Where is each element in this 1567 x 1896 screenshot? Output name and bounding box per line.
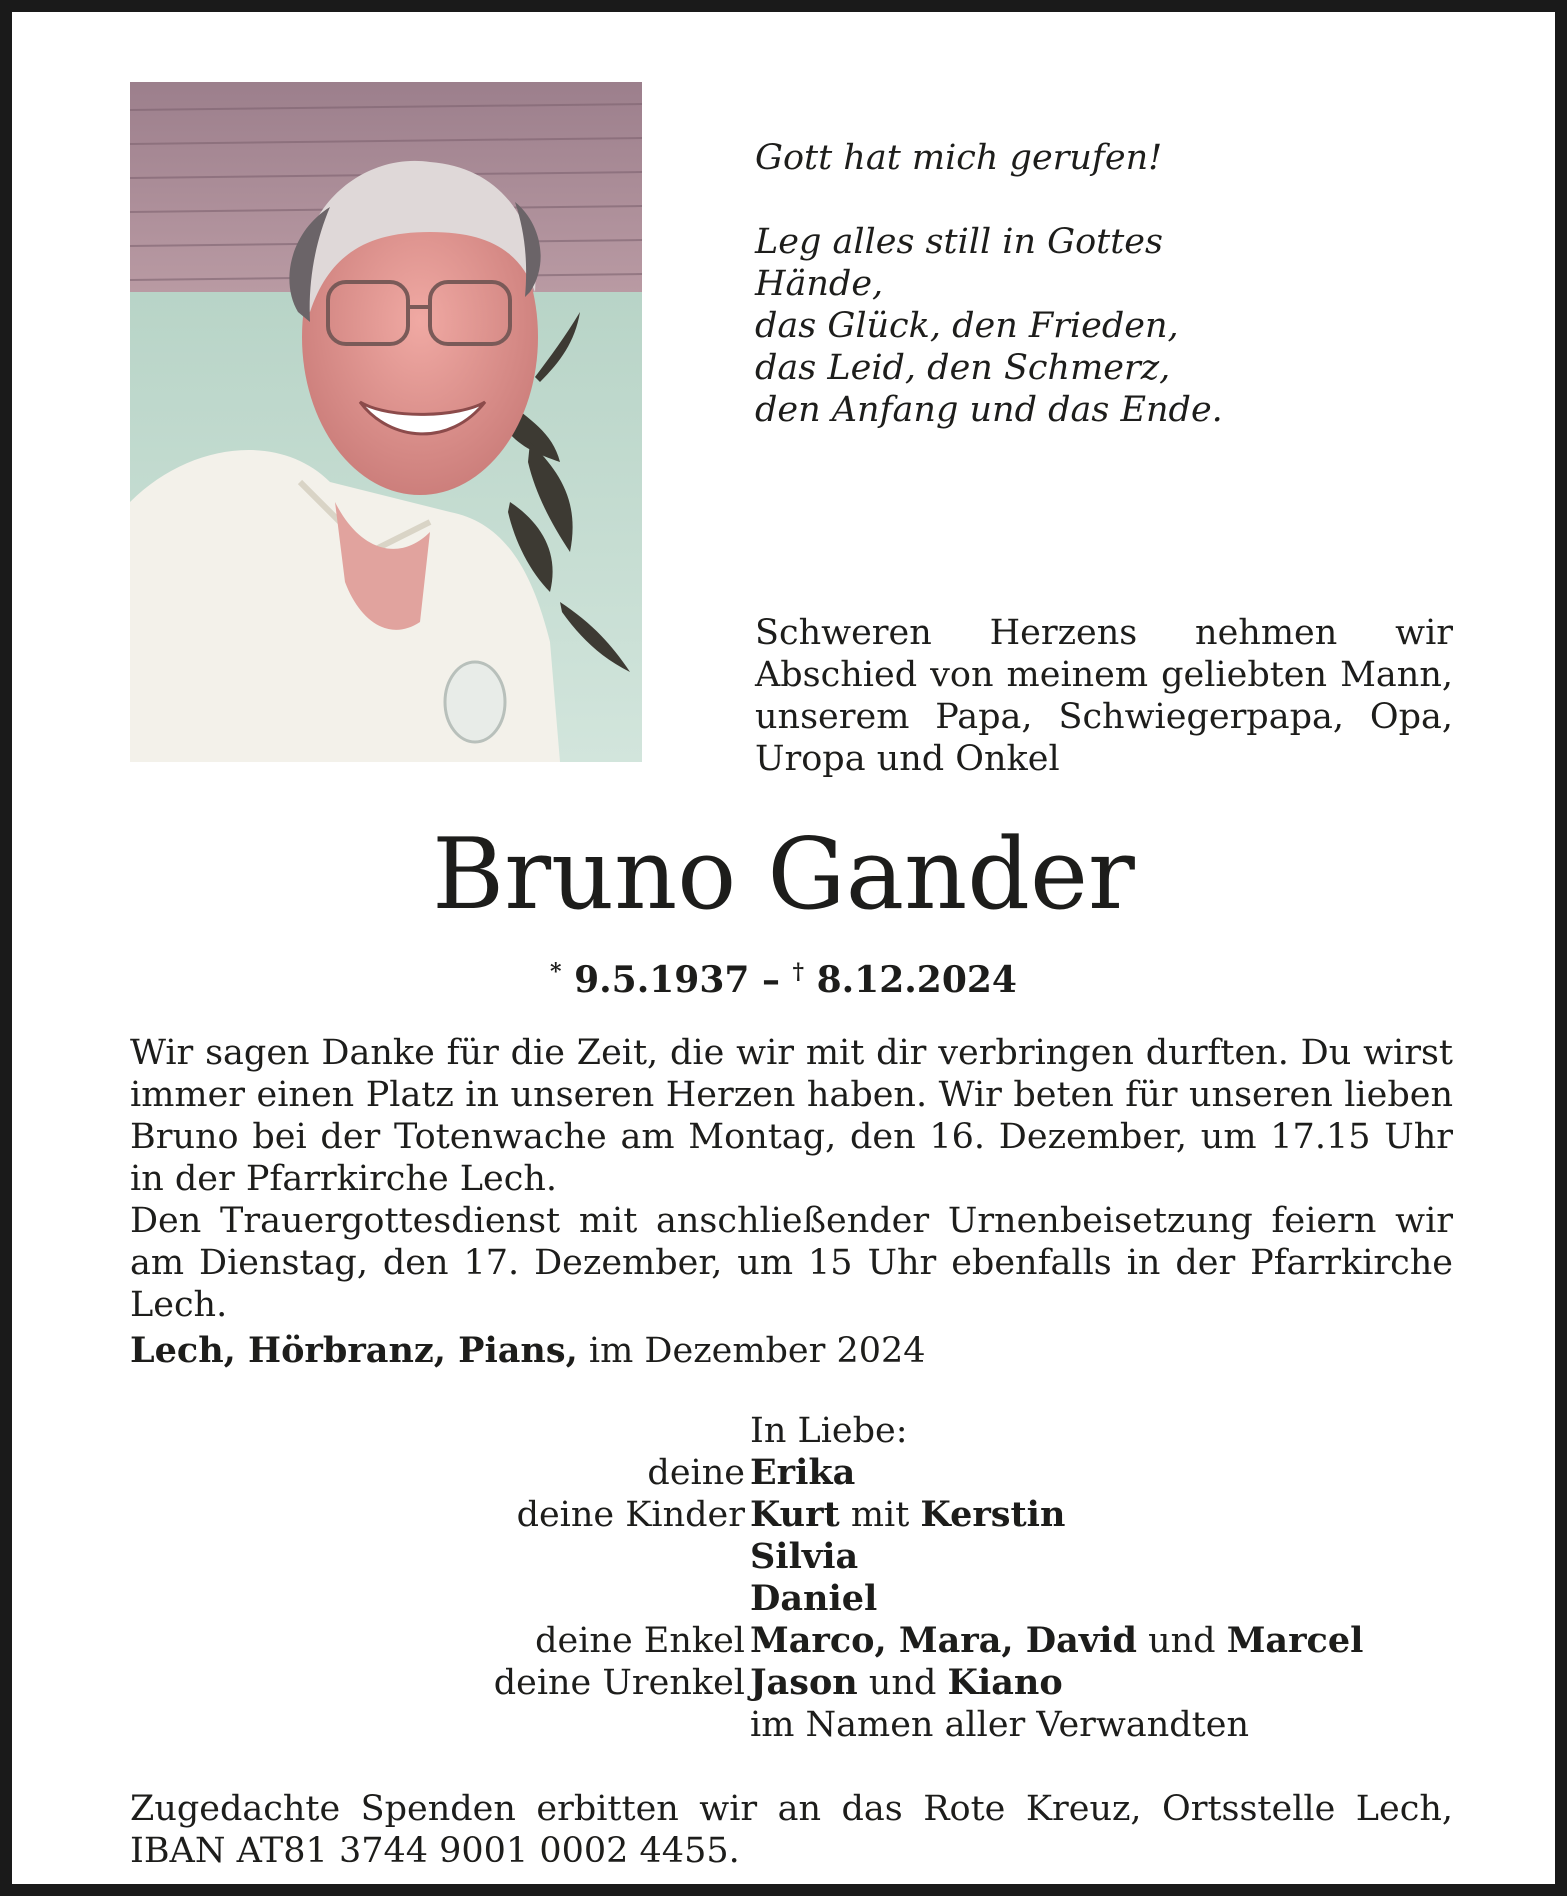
places: Lech, Hörbranz, Pians, — [130, 1330, 578, 1371]
place-date-line — [130, 1330, 1130, 1372]
list-item — [130, 1704, 1453, 1746]
month-date: im Dezember 2024 — [577, 1331, 926, 1371]
family-name: Erika — [750, 1452, 856, 1493]
family-name: Kurt — [750, 1494, 840, 1535]
birth-symbol: * — [550, 959, 562, 985]
family-name: Kiano — [947, 1662, 1063, 1703]
family-closing: im Namen aller Verwandten — [750, 1705, 1249, 1745]
date-separator: – — [749, 959, 793, 1001]
family-name: Jason — [750, 1662, 858, 1703]
poem-line-2: Leg alles still in Gottes Hände, — [755, 222, 1163, 304]
birth-date: 9.5.1937 — [574, 959, 750, 1001]
family-heading: In Liebe: — [750, 1411, 908, 1451]
poem-line-5: den Anfang und das Ende. — [755, 390, 1223, 430]
family-name: Daniel — [750, 1578, 878, 1619]
list-item — [130, 1662, 1453, 1704]
relation-label: deine Urenkel — [493, 1663, 745, 1703]
obituary-body — [130, 1032, 1453, 1326]
donation-note: Zugedachte Spenden erbitten wir an das Rote Kreuz, Ortsstelle Lech, IBAN AT81 3744 9001 0002 4455. — [130, 1789, 1453, 1871]
poem-line-4: das Leid, den Schmerz, — [755, 348, 1171, 388]
list-item — [130, 1494, 1453, 1536]
body-paragraph-1: Wir sagen Danke für die Zeit, die wir mit dir verbringen durften. Du wirst immer einen Platz in unseren Herzen haben. Wir beten für unseren lieben Bruno bei der Totenwache am Montag, den 16. Dezember, um 17.15 Uhr in der Pfarrkirche Lech. — [130, 1033, 1453, 1199]
list-item — [130, 1452, 1453, 1494]
death-date: 8.12.2024 — [816, 959, 1017, 1001]
deceased-name: Bruno Gander — [432, 818, 1135, 932]
intro-text: Schweren Herzens nehmen wir Abschied von meinem geliebten Mann, unserem Papa, Schwiegerpapa, Opa, Uropa und Onkel — [755, 613, 1453, 779]
connector: mit — [839, 1495, 921, 1535]
relation-label: deine Kinder — [516, 1495, 745, 1535]
family-name: Marco, Mara, David — [750, 1620, 1137, 1661]
list-item — [130, 1536, 1453, 1578]
portrait-photo — [130, 82, 642, 762]
family-list — [130, 1410, 1453, 1746]
list-item — [130, 1578, 1453, 1620]
family-name: Kerstin — [920, 1494, 1066, 1535]
list-item — [130, 1410, 1453, 1452]
poem-line-3: das Glück, den Frieden, — [755, 306, 1179, 346]
connector: und — [1136, 1621, 1227, 1661]
life-dates — [12, 950, 1555, 1002]
relation-label: deine — [647, 1453, 745, 1493]
body-paragraph-2: Den Trauergottesdienst mit anschließender Urnenbeisetzung feiern wir am Dienstag, den 17. Dezember, um 15 Uhr ebenfalls in der Pfarrkirche Lech. — [130, 1201, 1453, 1325]
relation-label: deine Enkel — [535, 1621, 745, 1661]
poem — [755, 137, 1275, 431]
family-name: Marcel — [1226, 1620, 1364, 1661]
death-symbol: † — [792, 959, 805, 985]
connector: und — [857, 1663, 948, 1703]
family-name: Silvia — [750, 1536, 859, 1577]
poem-line-1: Gott hat mich gerufen! — [755, 138, 1163, 178]
list-item — [130, 1620, 1453, 1662]
